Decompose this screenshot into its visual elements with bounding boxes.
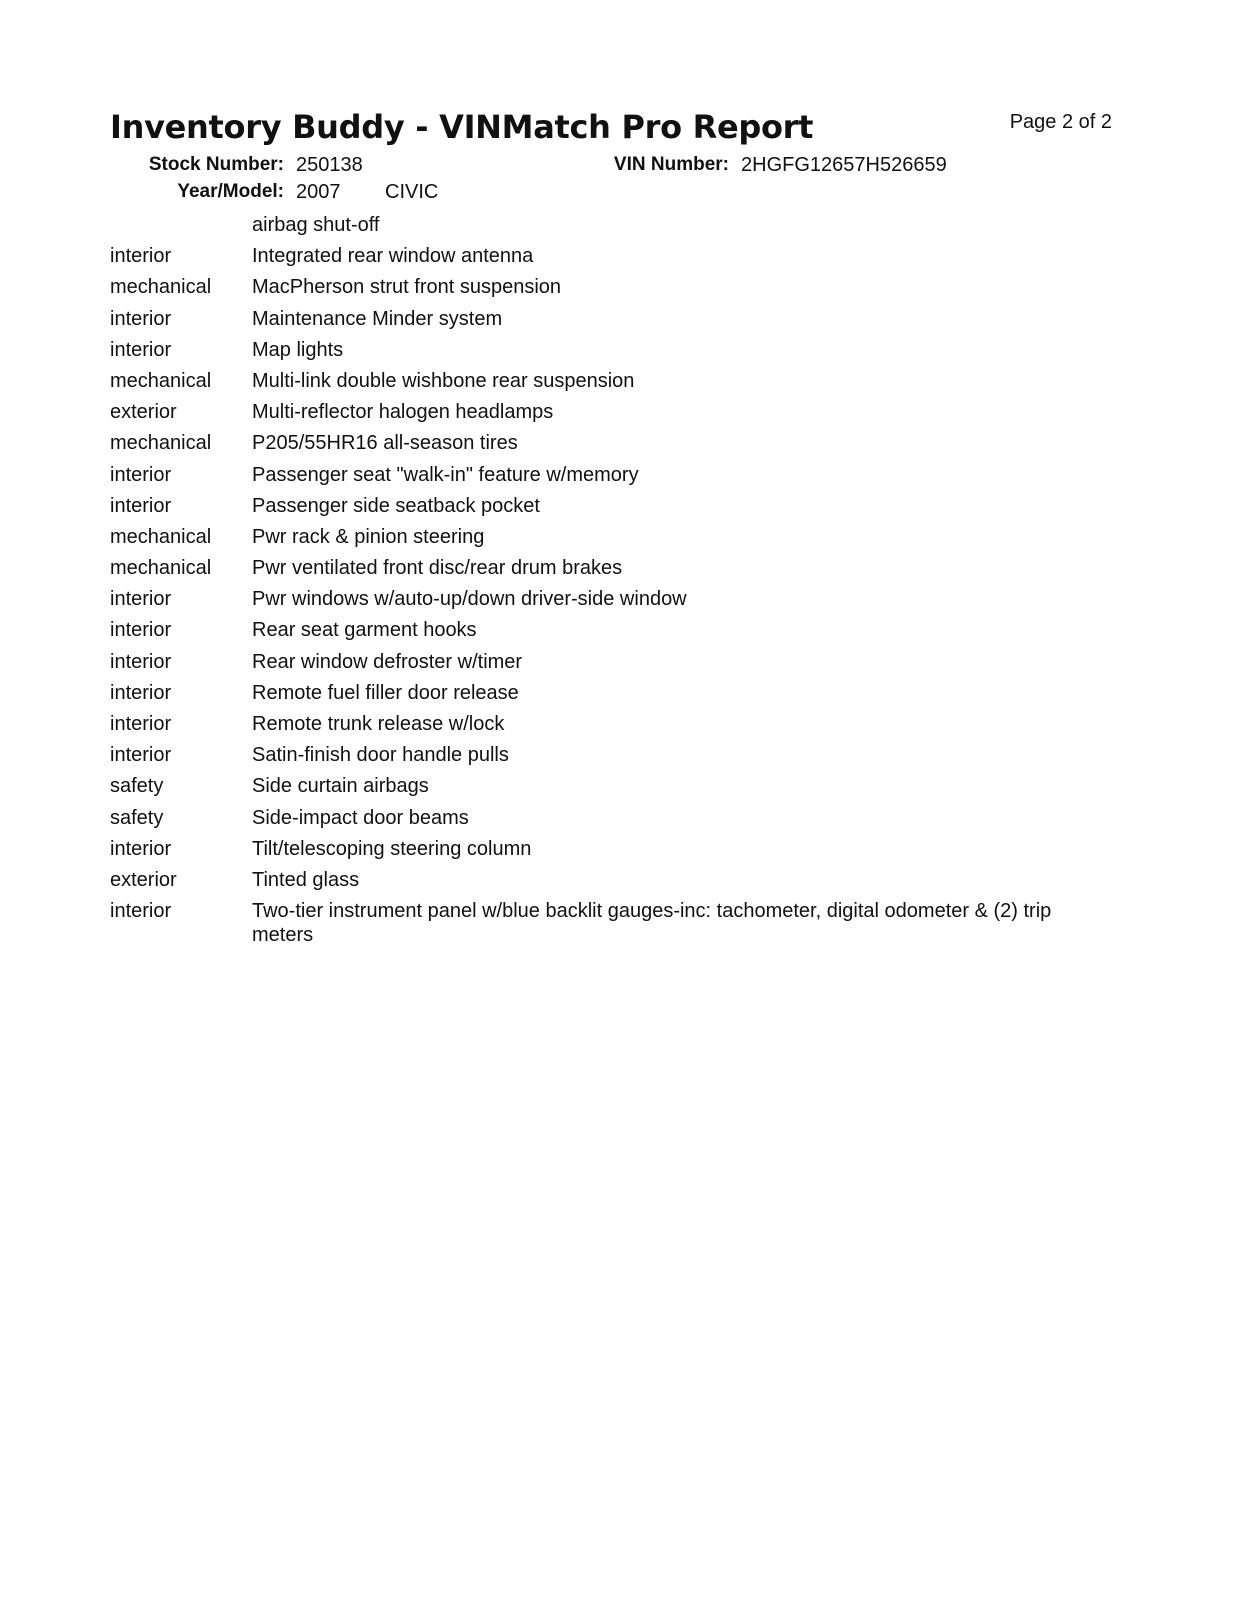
- vin-number-value: 2HGFG12657H526659: [741, 154, 947, 176]
- feature-row: [110, 682, 1070, 706]
- feature-category: interior: [110, 619, 172, 642]
- feature-description: Pwr rack & pinion steering: [252, 525, 485, 548]
- feature-category: mechanical: [110, 525, 212, 548]
- feature-description: Rear seat garment hooks: [252, 619, 477, 642]
- feature-category: interior: [110, 245, 172, 268]
- feature-row: [110, 432, 1070, 456]
- feature-description: Two-tier instrument panel w/blue backlit gauges-inc: tachometer, digital odometer & (2) trip meters: [252, 900, 1052, 946]
- feature-row: [110, 495, 1070, 519]
- feature-description: Passenger side seatback pocket: [252, 494, 540, 517]
- feature-category: mechanical: [110, 369, 212, 392]
- feature-category: interior: [110, 494, 172, 517]
- feature-category: interior: [110, 681, 172, 704]
- feature-row: [110, 276, 1070, 300]
- stock-number-label: Stock Number:: [148, 154, 284, 175]
- feature-description: MacPherson strut front suspension: [252, 276, 562, 299]
- feature-category: interior: [110, 650, 172, 673]
- feature-row: [110, 838, 1070, 862]
- feature-description: Satin-finish door handle pulls: [252, 744, 509, 767]
- feature-row: [110, 588, 1070, 612]
- vin-number-label: VIN Number:: [613, 154, 729, 175]
- feature-list: [110, 214, 1070, 955]
- feature-row: [110, 370, 1070, 394]
- feature-description: Multi-reflector halogen headlamps: [252, 401, 554, 424]
- feature-category: safety: [110, 806, 164, 829]
- feature-row: [110, 401, 1070, 425]
- feature-row: [110, 339, 1070, 363]
- feature-category: interior: [110, 463, 172, 486]
- feature-row: [110, 308, 1070, 332]
- model-value: CIVIC: [385, 181, 439, 203]
- feature-row: [110, 744, 1070, 768]
- feature-description: Rear window defroster w/timer: [252, 650, 523, 673]
- feature-description: Maintenance Minder system: [252, 307, 503, 330]
- feature-category: exterior: [110, 401, 177, 424]
- feature-description: airbag shut-off: [252, 214, 380, 236]
- feature-category: interior: [110, 837, 172, 860]
- feature-description: Map lights: [252, 338, 344, 361]
- feature-row: [110, 713, 1070, 737]
- feature-description: Remote trunk release w/lock: [252, 713, 505, 735]
- feature-category: [110, 214, 252, 238]
- feature-category: interior: [110, 713, 172, 735]
- feature-category: mechanical: [110, 432, 212, 455]
- feature-row: [110, 619, 1070, 643]
- feature-category: interior: [110, 900, 172, 923]
- feature-row: [110, 775, 1070, 799]
- feature-row: [110, 557, 1070, 581]
- feature-row: [110, 245, 1070, 269]
- stock-number-value: 250138: [296, 154, 363, 176]
- feature-description: Pwr ventilated front disc/rear drum brakes: [252, 557, 623, 580]
- feature-category: interior: [110, 744, 172, 767]
- feature-category: interior: [110, 307, 172, 330]
- feature-category: interior: [110, 588, 172, 611]
- feature-description: Multi-link double wishbone rear suspension: [252, 369, 635, 392]
- year-model-label: Year/Model:: [177, 181, 284, 202]
- feature-description: P205/55HR16 all-season tires: [252, 432, 518, 455]
- feature-description: Pwr windows w/auto-up/down driver-side window: [252, 588, 687, 611]
- feature-description: Side-impact door beams: [252, 806, 469, 829]
- feature-row: [110, 807, 1070, 831]
- feature-row: [110, 464, 1070, 488]
- feature-row: [110, 869, 1070, 893]
- report-title: Inventory Buddy - VINMatch Pro Report: [110, 108, 814, 146]
- feature-row: [110, 651, 1070, 675]
- feature-category: interior: [110, 338, 172, 361]
- feature-category: mechanical: [110, 557, 212, 580]
- feature-description: Integrated rear window antenna: [252, 245, 534, 268]
- feature-row: [110, 900, 1070, 947]
- feature-description: Tilt/telescoping steering column: [252, 837, 532, 860]
- feature-category: exterior: [110, 868, 177, 891]
- feature-category: safety: [110, 775, 164, 798]
- feature-category: mechanical: [110, 276, 212, 299]
- feature-description: Side curtain airbags: [252, 775, 429, 798]
- feature-row: [110, 214, 1070, 238]
- feature-description: Tinted glass: [252, 868, 360, 891]
- year-value: 2007: [296, 181, 341, 203]
- feature-row: [110, 526, 1070, 550]
- page-indicator: Page 2 of 2: [1009, 111, 1112, 133]
- feature-description: Remote fuel filler door release: [252, 681, 519, 704]
- feature-description: Passenger seat "walk-in" feature w/memory: [252, 463, 639, 486]
